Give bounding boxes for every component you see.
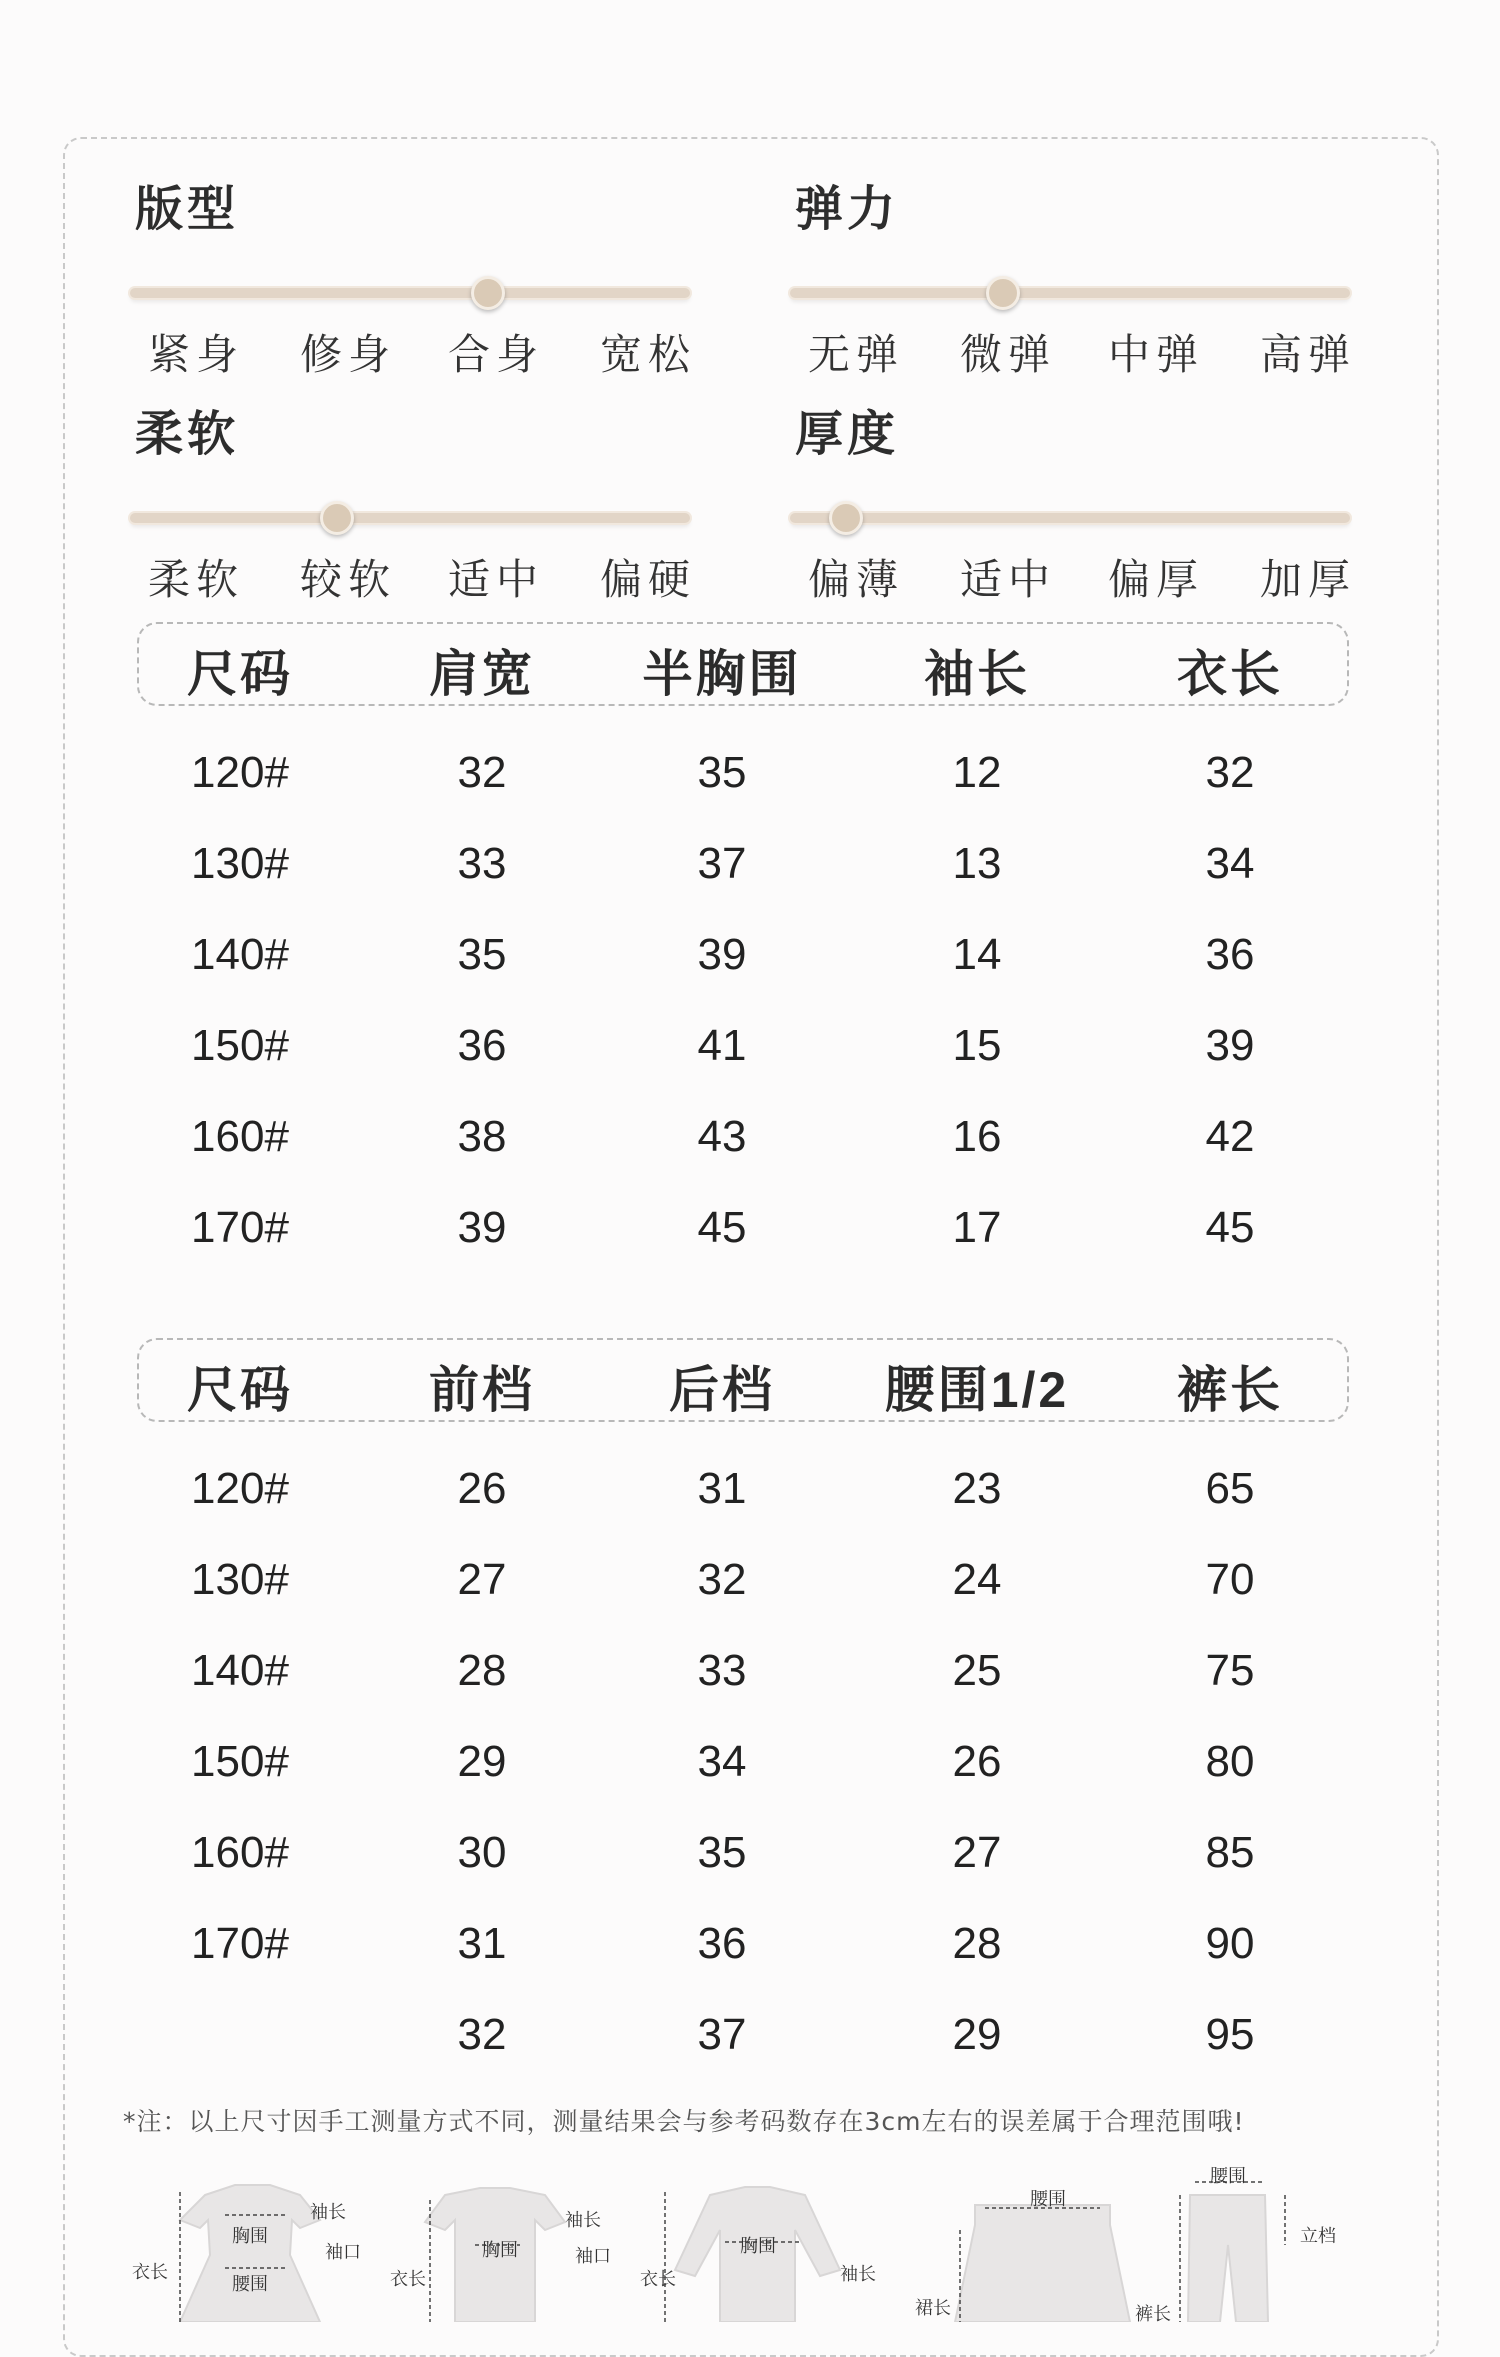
attribute-options [130, 322, 700, 382]
diagram-label: 裙长 [915, 2298, 951, 2319]
table-cell: 26 [457, 1464, 507, 1513]
attribute-option: 高弹 [1260, 330, 1357, 379]
pants-diagram [1188, 2195, 1268, 2322]
table-cell: 32 [457, 748, 507, 797]
measurement-diagrams [0, 2160, 1500, 2325]
attribute-title: 柔软 [135, 406, 240, 462]
attribute-knob [986, 276, 1020, 310]
table-cell: 32 [457, 2010, 507, 2059]
table-cell: 14 [952, 930, 1002, 979]
table-cell: 150# [191, 1021, 289, 1070]
diagram-label: 衣长 [132, 2262, 168, 2283]
table-cell: 23 [952, 1464, 1002, 1513]
table-cell: 37 [697, 839, 747, 888]
table-cell: 39 [697, 930, 747, 979]
attribute-title: 弹力 [795, 181, 900, 237]
diagram-label: 腰围 [1030, 2189, 1066, 2210]
attribute-options [790, 322, 1360, 382]
table-cell: 28 [952, 1919, 1002, 1968]
attribute-knob [829, 501, 863, 535]
table-header-cell: 尺码 [187, 1362, 293, 1418]
table-cell: 29 [457, 1737, 507, 1786]
table-cell: 140# [191, 1646, 289, 1695]
attribute-option: 修身 [300, 330, 397, 379]
table-cell: 35 [697, 1828, 747, 1877]
diagram-label: 立档 [1300, 2226, 1336, 2247]
table-cell: 37 [697, 2010, 747, 2059]
table-cell: 27 [952, 1828, 1002, 1877]
attribute-option: 偏厚 [1108, 555, 1205, 604]
table-cell: 140# [191, 930, 289, 979]
attribute-option: 偏硬 [600, 555, 697, 604]
table-cell: 32 [1205, 748, 1255, 797]
attribute-option: 紧身 [148, 330, 245, 379]
table-cell: 17 [952, 1203, 1002, 1252]
table-cell: 34 [697, 1737, 747, 1786]
table-header-cell: 裤长 [1177, 1362, 1283, 1418]
table-cell: 120# [191, 748, 289, 797]
dress-diagram [180, 2185, 320, 2322]
table-cell: 30 [457, 1828, 507, 1877]
table-cell: 43 [697, 1112, 747, 1161]
table-cell: 31 [697, 1464, 747, 1513]
diagram-label: 胸围 [740, 2236, 776, 2257]
attribute-title: 厚度 [795, 406, 900, 462]
table-cell: 38 [457, 1112, 507, 1161]
attribute-option: 适中 [960, 555, 1057, 604]
diagram-label: 裤长 [1135, 2304, 1171, 2325]
diagram-label: 袖长 [840, 2264, 876, 2285]
diagram-label: 腰围 [1210, 2166, 1246, 2187]
table-cell: 160# [191, 1828, 289, 1877]
diagram-label: 衣长 [640, 2269, 676, 2290]
table-cell: 36 [1205, 930, 1255, 979]
table-header-cell: 袖长 [924, 646, 1030, 702]
table-cell: 13 [952, 839, 1002, 888]
table-header-cell: 半胸围 [642, 646, 802, 702]
diagram-label: 腰围 [232, 2274, 268, 2295]
table-cell: 34 [1205, 839, 1255, 888]
attribute-options [790, 547, 1360, 607]
table-cell: 39 [1205, 1021, 1255, 1070]
table-cell: 85 [1205, 1828, 1255, 1877]
skirt-diagram [955, 2205, 1130, 2322]
table-cell: 80 [1205, 1737, 1255, 1786]
diagram-label: 袖长 [310, 2202, 346, 2223]
attribute-option: 较软 [300, 555, 397, 604]
diagram-label: 胸围 [232, 2226, 268, 2247]
table-cell: 35 [457, 930, 507, 979]
table-cell: 24 [952, 1555, 1002, 1604]
table-cell: 42 [1205, 1112, 1255, 1161]
table-cell: 65 [1205, 1464, 1255, 1513]
diagram-label: 袖长 [565, 2210, 601, 2231]
table-cell: 35 [697, 748, 747, 797]
table-cell: 29 [952, 2010, 1002, 2059]
measurement-note: *注：以上尺寸因手工测量方式不同，测量结果会与参考码数存在3cm左右的误差属于合理范围哦! [123, 2107, 1245, 2136]
table-cell: 170# [191, 1203, 289, 1252]
table-header-cell: 腰围1/2 [884, 1362, 1070, 1418]
table-cell: 12 [952, 748, 1002, 797]
diagram-label: 衣长 [390, 2269, 426, 2290]
attribute-knob [320, 501, 354, 535]
table-cell: 45 [697, 1203, 747, 1252]
table-cell: 27 [457, 1555, 507, 1604]
attribute-track [130, 288, 690, 298]
table-cell: 36 [457, 1021, 507, 1070]
table-cell: 120# [191, 1464, 289, 1513]
attribute-track [790, 288, 1350, 298]
attribute-option: 合身 [448, 330, 545, 379]
table-cell: 75 [1205, 1646, 1255, 1695]
attribute-option: 中弹 [1108, 330, 1205, 379]
table-cell: 33 [457, 839, 507, 888]
diagram-label: 胸围 [482, 2240, 518, 2261]
attribute-title: 版型 [135, 181, 240, 237]
attribute-option: 偏薄 [808, 555, 905, 604]
attribute-option: 加厚 [1260, 555, 1357, 604]
attribute-options [130, 547, 700, 607]
table-cell: 41 [697, 1021, 747, 1070]
table-cell: 95 [1205, 2010, 1255, 2059]
table-header-cell: 肩宽 [429, 646, 535, 702]
table-cell: 90 [1205, 1919, 1255, 1968]
table-header-cell: 后档 [669, 1362, 775, 1418]
table-header-cell: 尺码 [187, 646, 293, 702]
table-cell: 160# [191, 1112, 289, 1161]
diagram-label: 袖口 [325, 2242, 361, 2263]
table-cell: 70 [1205, 1555, 1255, 1604]
attribute-track [790, 513, 1350, 523]
attribute-option: 宽松 [600, 330, 697, 379]
table-cell: 39 [457, 1203, 507, 1252]
table-header-cell: 前档 [429, 1362, 535, 1418]
attribute-option: 无弹 [808, 330, 905, 379]
table-cell: 130# [191, 1555, 289, 1604]
table-cell: 32 [697, 1555, 747, 1604]
table-cell: 28 [457, 1646, 507, 1695]
attribute-option: 适中 [448, 555, 545, 604]
table-cell: 170# [191, 1919, 289, 1968]
table-cell: 36 [697, 1919, 747, 1968]
table-header-cell: 衣长 [1177, 646, 1283, 702]
table-cell: 150# [191, 1737, 289, 1786]
table-cell: 25 [952, 1646, 1002, 1695]
table-cell: 31 [457, 1919, 507, 1968]
table-cell: 15 [952, 1021, 1002, 1070]
table-cell: 26 [952, 1737, 1002, 1786]
attribute-track [130, 513, 690, 523]
attribute-option: 柔软 [148, 555, 245, 604]
table-cell: 33 [697, 1646, 747, 1695]
diagram-label: 袖口 [575, 2246, 611, 2267]
table-cell: 45 [1205, 1203, 1255, 1252]
attribute-option: 微弹 [960, 330, 1057, 379]
table-cell: 130# [191, 839, 289, 888]
table-cell: 16 [952, 1112, 1002, 1161]
